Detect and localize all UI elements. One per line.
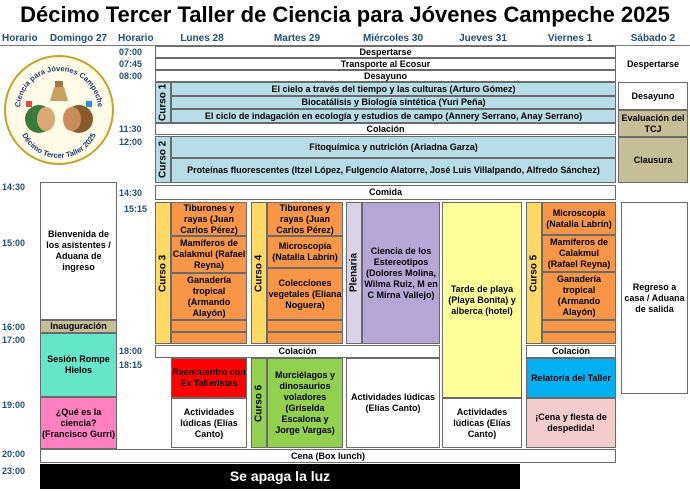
time-2000: 20:00 xyxy=(2,449,26,459)
curso3-label: Curso 3 xyxy=(155,202,171,344)
header-martes: Martes 29 xyxy=(273,33,321,44)
time-0745: 07:45 xyxy=(119,59,143,69)
curso2-fitoquimica: Fitoquímica y nutrición (Ariadna Garza) xyxy=(171,136,616,158)
lunes-ganaderia: Ganadería tropical (Armando Alayón) xyxy=(171,273,247,320)
time-1500: 15:00 xyxy=(2,238,26,248)
svg-text:Décimo Tercer Taller 2025 xyxy=(20,131,98,160)
logo-bottom-text: Décimo Tercer Taller 2025 xyxy=(20,131,98,161)
miercoles-estereotipos: Ciencia de los Estereotipos (Dolores Molina, Wilma Ruiz, M en C Mirna Vallejo) xyxy=(362,202,440,344)
colacion-1130-row: Colación xyxy=(155,123,616,135)
time-1200: 12:00 xyxy=(119,137,143,147)
plenaria-label: Plenaria xyxy=(346,202,362,344)
viernes-mamiferos: Mamíferos de Calakmul (Rafael Reyna) xyxy=(542,235,616,272)
martes-empty-1 xyxy=(267,320,343,332)
page-title: Décimo Tercer Taller de Ciencia para Jóvenes Campeche 2025 xyxy=(20,2,670,27)
martes-microscopia: Microscopía (Natalia Labrín) xyxy=(267,236,343,268)
time-1130: 11:30 xyxy=(119,124,142,134)
time-1900: 19:00 xyxy=(2,400,26,410)
clausura-cell: Clausura xyxy=(618,137,688,183)
miercoles-actividades: Actividades lúdicas (Elías Canto) xyxy=(346,358,440,448)
reencuentro-cell: Reencuentro con Ex Talleristas xyxy=(171,358,247,398)
header-horario-left: Horario xyxy=(2,33,38,44)
bienvenida-cell: Bienvenida de los asistentes / Aduana de ingreso xyxy=(40,182,117,320)
curso1-ecologia: El ciclo de indagación en ecología y estudios de campo (Annery Serrano, Anay Serrano) xyxy=(171,109,616,123)
curso2-label: Curso 2 xyxy=(155,136,171,183)
cena-fiesta-cell: ¡Cena y fiesta de despedida! xyxy=(526,398,616,448)
viernes-empty-1 xyxy=(542,320,616,332)
despertarse-row: Despertarse xyxy=(155,46,616,58)
time-1430-left: 14:30 xyxy=(2,182,26,192)
workshop-logo xyxy=(4,55,114,165)
regreso-cell: Regreso a casa / Aduana de salida xyxy=(621,202,688,394)
martes-empty-2 xyxy=(267,332,343,344)
time-0800: 08:00 xyxy=(119,71,143,81)
time-1800: 18:00 xyxy=(119,346,143,356)
desayuno-sabado-cell: Desayuno xyxy=(618,82,688,110)
header-miercoles: Miércoles 30 xyxy=(362,33,424,44)
header-sabado: Sábado 2 xyxy=(630,33,676,44)
header-domingo: Domingo 27 xyxy=(49,33,108,44)
viernes-empty-2 xyxy=(542,332,616,344)
time-1815: 18:15 xyxy=(119,360,143,370)
relatoria-cell: Relatoría del Taller xyxy=(526,358,616,398)
despertarse-sabado-cell: Despertarse xyxy=(626,58,680,69)
header-lunes: Lunes 28 xyxy=(180,33,224,44)
inauguracion-cell: Inauguración xyxy=(40,320,117,333)
time-1430-mid: 14:30 xyxy=(119,188,143,198)
lunes-actividades: Actividades lúdicas (Elías Canto) xyxy=(171,398,247,448)
martes-colecciones: Colecciones vegetales (Eliana Noguera) xyxy=(267,268,343,320)
curso2-proteinas: Proteínas fluorescentes (Itzel López, Fulgencio Alatorre, José Luis Villalpando, Alfredo Sánchez) xyxy=(171,158,616,183)
que-es-ciencia-cell: ¿Qué es la ciencia? (Francisco Gurri) xyxy=(40,397,117,449)
time-0700: 07:00 xyxy=(119,47,143,57)
time-2300: 23:00 xyxy=(2,466,26,476)
viernes-microscopia: Microscopía (Natalia Labrín) xyxy=(542,202,616,235)
jueves-actividades: Actividades lúdicas (Elías Canto) xyxy=(442,398,522,448)
murcielagos-cell: Murciélagos y dinosaurios voladores (Griselda Escalona y Jorge Vargas) xyxy=(267,358,343,448)
curso1-biocatalisis: Biocatálisis y Biología sintética (Yuri Peña) xyxy=(171,96,616,109)
curso6-label: Curso 6 xyxy=(251,358,267,448)
lunes-empty-2 xyxy=(171,332,247,344)
time-1600: 16:00 xyxy=(2,322,26,332)
curso4-label: Curso 4 xyxy=(251,202,267,344)
header-viernes: Viernes 1 xyxy=(547,33,593,44)
sesion-rompe-hielos-cell: Sesión Rompe Hielos xyxy=(40,333,117,397)
curso1-label: Curso 1 xyxy=(155,82,171,123)
curso5-label: Curso 5 xyxy=(526,202,542,344)
time-1515: 15:15 xyxy=(124,204,148,214)
lunes-empty-1 xyxy=(171,320,247,332)
colacion-1800-row: Colación xyxy=(155,345,440,358)
martes-tiburones: Tiburones y rayas (Juan Carlos Pérez) xyxy=(267,202,343,236)
time-1700: 17:00 xyxy=(2,335,26,345)
header-horario-mid: Horario xyxy=(118,33,154,44)
header-jueves: Jueves 31 xyxy=(459,33,507,44)
comida-row: Comida xyxy=(155,185,616,200)
viernes-ganaderia: Ganadería tropical (Armando Alayón) xyxy=(542,272,616,320)
cena-box-lunch-row: Cena (Box lunch) xyxy=(40,449,616,463)
lunes-tiburones: Tiburones y rayas (Juan Carlos Pérez) xyxy=(171,202,247,236)
jueves-playa: Tarde de playa (Playa Bonita) y alberca (hotel) xyxy=(442,202,522,398)
evaluacion-cell: Evaluación del TCJ xyxy=(618,110,688,137)
transporte-row: Transporte al Ecosur xyxy=(155,58,616,70)
colacion-1800-viernes: Colación xyxy=(526,345,616,358)
logo-top-text: Ciencia para Jóvenes Campeche xyxy=(13,63,105,108)
lunes-mamiferos: Mamíferos de Calakmul (Rafael Reyna) xyxy=(171,236,247,273)
curso1-astronomia: El cielo a través del tiempo y las culturas (Arturo Gómez) xyxy=(171,82,616,96)
apaga-luz-row: Se apaga la luz xyxy=(40,464,520,489)
desayuno-row: Desayuno xyxy=(155,70,616,82)
logo-emblem-icon xyxy=(6,57,112,163)
